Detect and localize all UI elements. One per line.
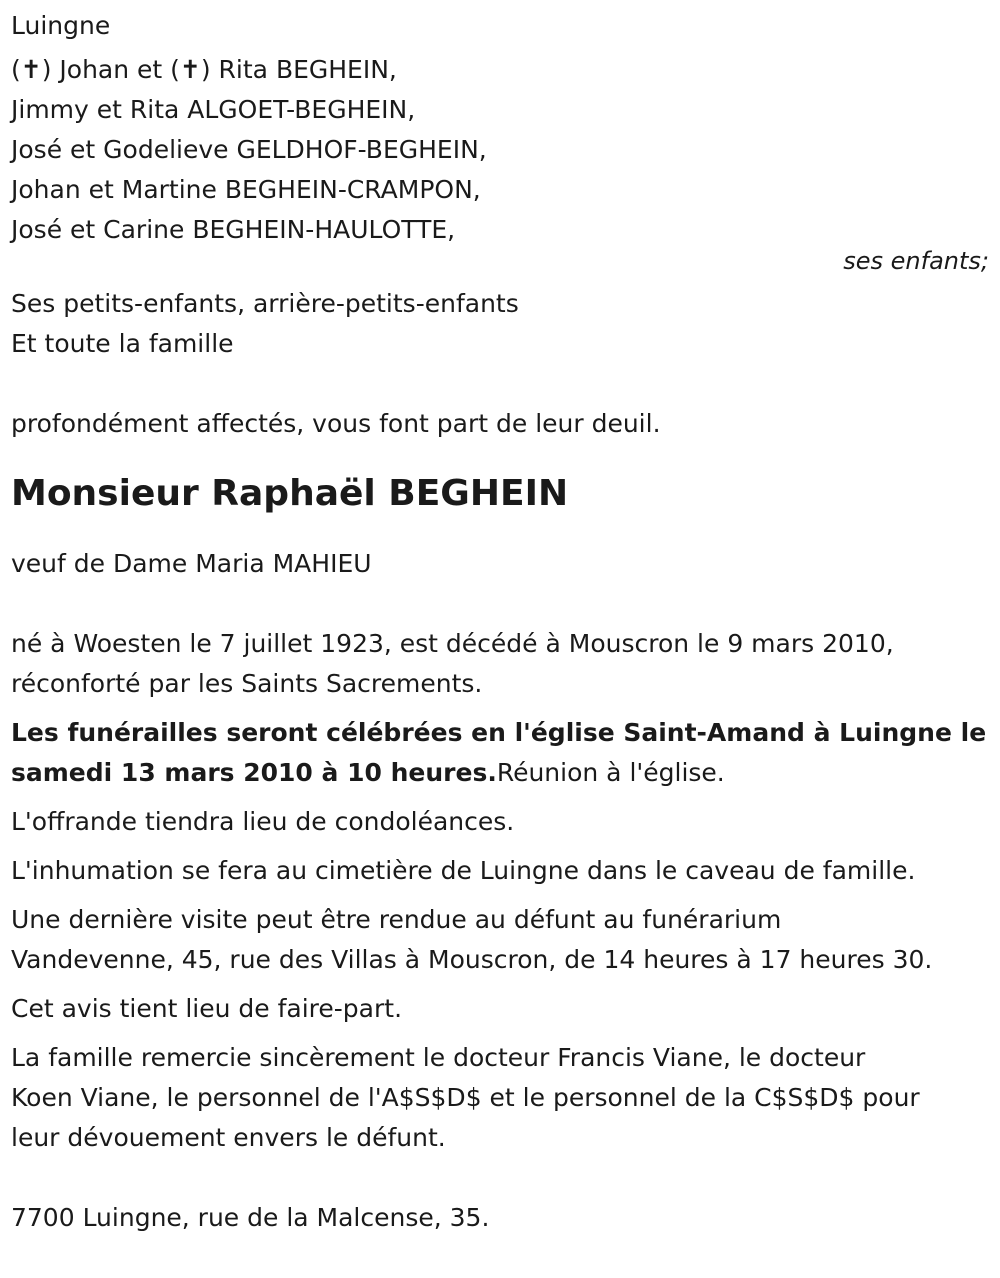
announcement-text: profondément affectés, vous font part de leur deuil. [11,409,661,438]
family-entry: Et toute la famille [11,329,234,358]
thanks-paragraph [11,1038,991,1158]
children-list [11,50,991,250]
visit-line: Une dernière visite peut être rendue au défunt au funérarium [11,905,782,934]
child-entry: (✝) Johan et (✝) Rita BEGHEIN, [11,55,397,84]
funeral-date-line2: samedi 13 mars 2010 à 10 heures. [11,758,497,787]
widower-text: veuf de Dame Maria MAHIEU [11,549,372,578]
death-notice [11,6,991,1238]
thanks-line: leur dévouement envers le défunt. [11,1123,446,1152]
child-entry: Jimmy et Rita ALGOET-BEGHEIN, [11,95,416,124]
family-list [11,284,991,364]
address-text: 7700 Luingne, rue de la Malcense, 35. [11,1203,490,1232]
funeral-paragraph [11,713,991,793]
funeral-date-line1: Les funérailles seront célébrées en l'église Saint-Amand à Luingne le [11,718,987,747]
child-entry: Johan et Martine BEGHEIN-CRAMPON, [11,175,481,204]
visit-paragraph [11,900,991,980]
deceased-name: Monsieur Raphaël BEGHEIN [11,473,569,514]
burial-text: L'inhumation se fera au cimetière de Luingne dans le caveau de famille. [11,856,916,885]
place-heading: Luingne [11,11,111,40]
thanks-line: Koen Viane, le personnel de l'A$S$D$ et le personnel de la C$S$D$ pour [11,1083,920,1112]
family-entry: Ses petits-enfants, arrière-petits-enfants [11,289,519,318]
sacraments-text: réconforté par les Saints Sacrements. [11,669,483,698]
children-note: ses enfants; [843,247,989,275]
visit-line: Vandevenne, 45, rue des Villas à Mouscron, de 14 heures à 17 heures 30. [11,945,933,974]
child-entry: José et Carine BEGHEIN-HAULOTTE, [11,215,456,244]
meeting-text: Réunion à l'église. [496,758,725,787]
offering-text: L'offrande tiendra lieu de condoléances. [11,807,515,836]
birth-death-text: né à Woesten le 7 juillet 1923, est décédé à Mouscron le 9 mars 2010, [11,629,894,658]
thanks-line: La famille remercie sincèrement le docteur Francis Viane, le docteur [11,1043,866,1072]
child-entry: José et Godelieve GELDHOF-BEGHEIN, [11,135,487,164]
notice-text: Cet avis tient lieu de faire-part. [11,994,403,1023]
